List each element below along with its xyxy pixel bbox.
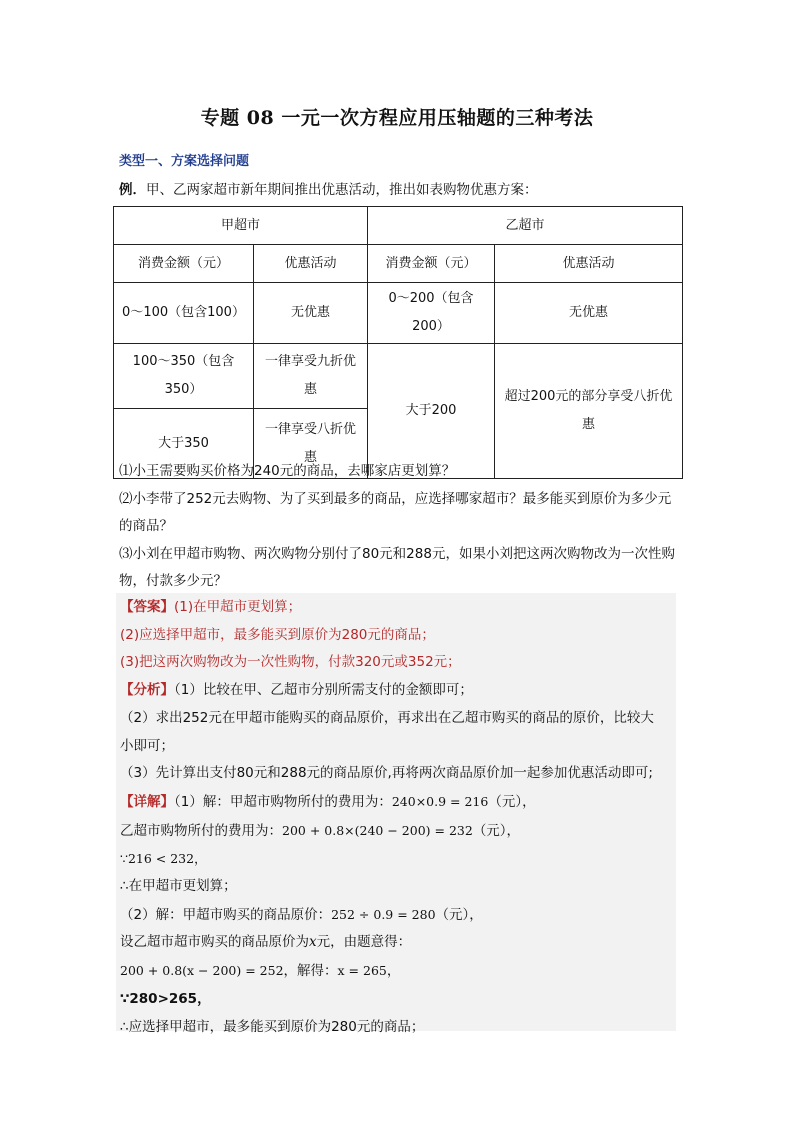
unit: （元）， — [488, 793, 536, 810]
variable: x — [309, 934, 317, 951]
store-a-amount-cell: 100～350（包含350） — [114, 344, 254, 409]
detail-line: ∴应选择甲超市，最多能买到原价为280元的商品； — [120, 1018, 425, 1035]
detail-text: ， — [386, 963, 401, 980]
detail-line — [120, 957, 676, 986]
detail-label: 【详解】 — [120, 793, 174, 810]
answer-label: 【答案】 — [120, 599, 174, 615]
example-intro — [119, 178, 538, 198]
example-text: 甲、乙两家超市新年期间推出优惠活动，推出如表购物优惠方案： — [146, 182, 538, 198]
analysis-line: （2）求出252元在甲超市能购买的商品原价，再求出在乙超市购买的商品的原价，比较大 — [120, 709, 654, 726]
detail-line: ∵216 < 232， — [120, 851, 207, 867]
detail-line — [120, 788, 676, 817]
detail-line — [120, 901, 676, 930]
page-title: 专题 08 一元一次方程应用压轴题的三种考法 — [200, 107, 594, 129]
detail-text: （1）解：甲超市购物所付的费用为： — [174, 793, 392, 810]
answer-line — [120, 594, 676, 622]
formula-result: x = 265 — [337, 963, 387, 979]
solution-text — [120, 594, 676, 1041]
store-a-amount-cell: 0～100（包含100） — [114, 283, 254, 344]
formula: 240×0.9 = 216 — [391, 793, 489, 809]
formula: 200 + 0.8(x − 200) = 252 — [120, 963, 284, 979]
answer-line: (2)应选择甲超市，最多能买到原价为280元的商品； — [120, 626, 435, 643]
store-a-offer-cell: 一律享受九折优惠 — [254, 344, 368, 409]
detail-text: ，解得： — [283, 963, 338, 980]
store-a-amount-header: 消费金额（元） — [114, 245, 254, 283]
detail-line — [120, 929, 676, 957]
store-b-header: 乙超市 — [368, 207, 683, 245]
question-item: ⑶小刘在甲超市购物、两次购物分别付了80元和288元，如果小刘把这两次购物改为一次性购物，付款多少元？ — [119, 545, 675, 589]
analysis-text: （1）比较在甲、乙超市分别所需支付的金额即可； — [174, 682, 473, 699]
store-a-amount-cell: 大于350 — [114, 409, 254, 479]
example-prefix: 例． — [119, 182, 146, 198]
store-a-offer-cell: 一律享受八折优惠 — [254, 409, 368, 479]
answer-text: (1)在甲超市更划算； — [174, 599, 302, 615]
detail-text: 设乙超市超市购买的商品原价为 — [120, 934, 309, 951]
answer-line: (3)把这两次购物改为一次性购物，付款320元或352元； — [120, 654, 461, 671]
offer-table — [113, 206, 683, 479]
detail-text: （2）解：甲超市购买的商品原价： — [120, 906, 332, 923]
section-heading: 类型一、方案选择问题 — [119, 154, 250, 169]
store-a-offer-header: 优惠活动 — [254, 245, 368, 283]
formula: 200 + 0.8×(240 − 200) = 232 — [282, 822, 473, 838]
analysis-line: （3）先计算出支付80元和288元的商品原价,再将两次商品原价加一起参加优惠活动即可; — [120, 765, 653, 782]
detail-line: ∴在甲超市更划算； — [120, 878, 237, 895]
unit: （元）， — [435, 906, 483, 923]
detail-line: ∵280>265， — [120, 990, 211, 1007]
detail-text: 乙超市购物所付的费用为： — [120, 822, 282, 839]
question-list — [119, 458, 679, 596]
store-b-offer-cell: 超过200元的部分享受八折优惠 — [495, 344, 683, 479]
formula: 252 ÷ 0.9 = 280 — [331, 906, 436, 922]
store-b-amount-cell: 0～200（包含200） — [368, 283, 495, 344]
store-b-amount-header: 消费金额（元） — [368, 245, 495, 283]
analysis-line — [120, 677, 676, 705]
detail-line — [120, 817, 676, 846]
question-item: ⑴小王需要购买价格为240元的商品，去哪家店更划算？ — [119, 463, 456, 479]
analysis-line: 小即可； — [120, 737, 174, 754]
unit: （元）， — [472, 822, 521, 839]
question-item: ⑵小李带了252元去购物、为了买到最多的商品，应选择哪家超市？最多能买到原价为多少元的商品？ — [119, 490, 672, 534]
store-b-offer-cell: 无优惠 — [495, 283, 683, 344]
store-b-offer-header: 优惠活动 — [495, 245, 683, 283]
analysis-label: 【分析】 — [120, 682, 174, 699]
store-b-amount-cell: 大于200 — [368, 344, 495, 479]
detail-text: 元，由题意得： — [316, 934, 412, 951]
store-a-offer-cell: 无优惠 — [254, 283, 368, 344]
store-a-header: 甲超市 — [114, 207, 368, 245]
